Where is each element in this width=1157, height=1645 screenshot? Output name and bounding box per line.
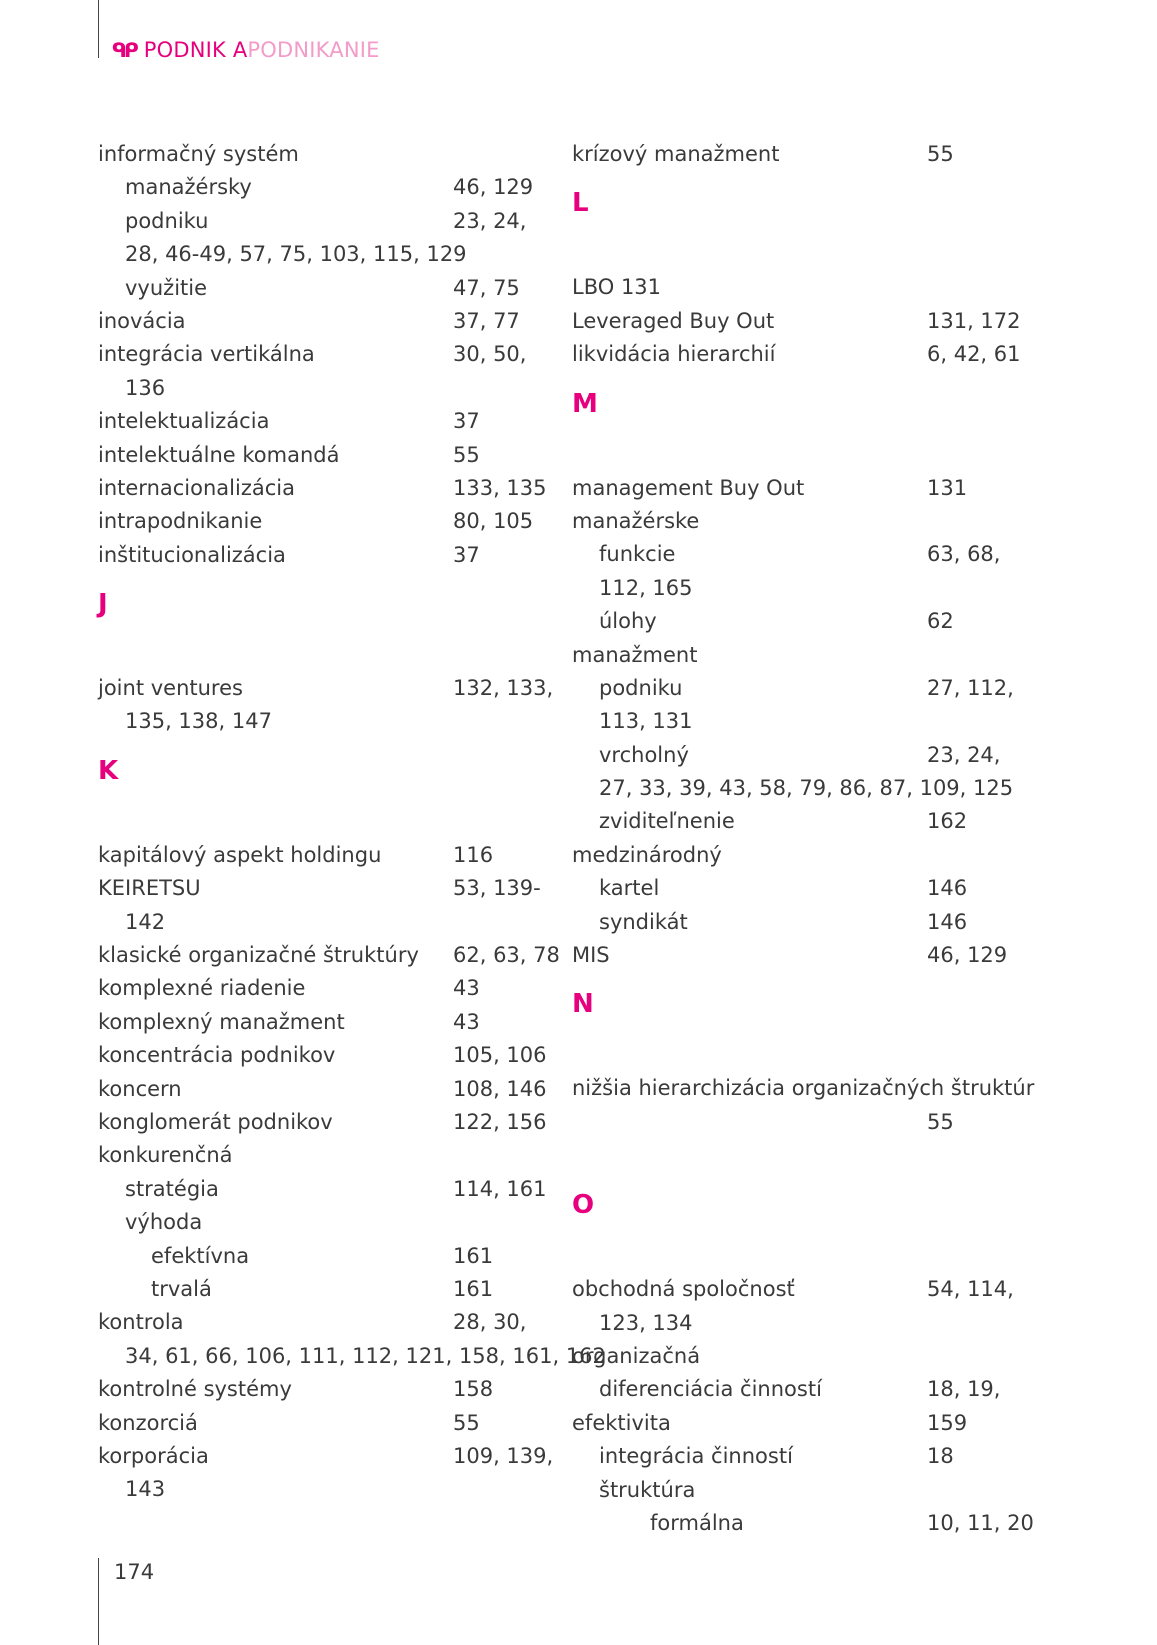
index-entry xyxy=(98,472,558,505)
index-entry xyxy=(98,1340,606,1373)
index-term: výhoda xyxy=(125,1210,203,1235)
index-term: trvalá xyxy=(151,1276,212,1301)
index-entry xyxy=(98,839,558,872)
page-number: 174 xyxy=(114,1560,155,1584)
index-entry xyxy=(98,238,558,271)
index-entry xyxy=(98,906,558,939)
running-header xyxy=(112,34,380,66)
index-entry xyxy=(572,939,1032,972)
index-page-refs: 132, 133, xyxy=(453,676,554,701)
index-term: korporácia xyxy=(98,1443,209,1468)
index-page-refs: 159 xyxy=(927,1410,968,1435)
index-term: nižšia hierarchizácia organizačných štruktúr xyxy=(572,1076,1035,1101)
index-section-letter: L xyxy=(572,188,589,219)
index-page-refs: 131 xyxy=(927,475,968,500)
index-entry xyxy=(572,1507,1032,1540)
index-term: syndikát xyxy=(599,909,688,934)
index-page-refs: 46, 129 xyxy=(453,175,534,200)
index-term: inovácia xyxy=(98,308,186,333)
index-term: zviditeľnenie xyxy=(599,809,735,834)
index-page-refs: 37, 77 xyxy=(453,308,520,333)
index-entry xyxy=(98,1373,558,1406)
index-entry xyxy=(572,1440,1032,1473)
index-term: formálna xyxy=(650,1510,744,1535)
index-page-refs: 23, 24, xyxy=(927,742,1001,767)
index-page-refs: 108, 146 xyxy=(453,1076,547,1101)
index-term: KEIRETSU xyxy=(98,876,201,901)
index-term: 136 xyxy=(125,375,166,400)
index-entry xyxy=(572,805,1032,838)
index-page-refs: 161 xyxy=(453,1243,494,1268)
index-term: koncentrácia podnikov xyxy=(98,1043,336,1068)
index-page-refs: 62 xyxy=(927,609,954,634)
index-page-refs: 131, 172 xyxy=(927,308,1021,333)
index-term: integrácia činností xyxy=(599,1444,793,1469)
index-page-refs: 114, 161 xyxy=(453,1176,547,1201)
index-term: využitie xyxy=(125,275,208,300)
index-term: obchodná spoločnosť xyxy=(572,1277,795,1302)
index-page-refs: 18, 19, xyxy=(927,1377,1001,1402)
index-term: intelektuálne komandá xyxy=(98,442,340,467)
index-entry xyxy=(572,672,1032,705)
index-term: inštitucionalizácia xyxy=(98,542,286,567)
index-entry xyxy=(98,505,558,538)
index-entry xyxy=(98,372,558,405)
index-term: kartel xyxy=(599,876,660,901)
index-term: komplexný manažment xyxy=(98,1009,345,1034)
index-entry xyxy=(572,906,1032,939)
index-entry xyxy=(98,1206,558,1239)
index-term: stratégia xyxy=(125,1176,219,1201)
index-page-refs: 30, 50, xyxy=(453,342,527,367)
index-entry xyxy=(98,305,558,338)
index-entry xyxy=(572,872,1032,905)
index-entry xyxy=(98,705,558,738)
index-entry xyxy=(98,972,558,1005)
index-term: konkurenčná xyxy=(98,1143,233,1168)
index-page-refs: 18 xyxy=(927,1444,954,1469)
index-spacer xyxy=(572,1139,1032,1173)
index-page-refs: 37 xyxy=(453,542,480,567)
index-page-refs: 46, 129 xyxy=(927,943,1008,968)
index-term: intelektualizácia xyxy=(98,409,270,434)
index-page-refs: 55 xyxy=(453,1410,480,1435)
index-term: efektívna xyxy=(151,1243,250,1268)
index-entry xyxy=(572,271,1032,304)
index-term: intrapodnikanie xyxy=(98,509,263,534)
index-term: kontrolné systémy xyxy=(98,1377,292,1402)
index-term: úlohy xyxy=(599,609,657,634)
index-page-refs: 47, 75 xyxy=(453,275,520,300)
index-entry xyxy=(98,939,558,972)
index-term: krízový manažment xyxy=(572,142,780,166)
index-entry xyxy=(98,1173,558,1206)
index-entry xyxy=(98,171,558,204)
index-entry xyxy=(98,1073,558,1106)
index-entry xyxy=(98,1006,558,1039)
index-term: MIS xyxy=(572,943,610,968)
index-entry xyxy=(572,1273,1032,1306)
index-entry xyxy=(572,772,1032,805)
index-term: 27, 33, 39, 43, 58, 79, 86, 87, 109, 125 xyxy=(599,776,1014,801)
index-entry xyxy=(98,1473,558,1506)
index-term: likvidácia hierarchií xyxy=(572,342,776,367)
index-page-refs: 105, 106 xyxy=(453,1043,547,1068)
index-entry xyxy=(98,272,558,305)
index-entry xyxy=(572,705,1032,738)
index-section-letter: K xyxy=(98,755,119,786)
index-term: vrcholný xyxy=(599,742,689,767)
index-term: LBO 131 xyxy=(572,275,662,300)
index-term: integrácia vertikálna xyxy=(98,342,315,367)
index-term: funkcie xyxy=(599,542,676,567)
index-page-refs: 55 xyxy=(453,442,480,467)
index-entry xyxy=(98,1106,558,1139)
header-title-part1: PODNIK A xyxy=(143,38,248,62)
index-page-refs: 43 xyxy=(453,1009,480,1034)
index-page-refs: 80, 105 xyxy=(453,509,534,534)
index-entry xyxy=(98,1306,558,1339)
index-entry xyxy=(98,1407,558,1440)
index-entry xyxy=(98,205,558,238)
index-term: organizačná xyxy=(572,1343,701,1368)
index-entry xyxy=(572,1407,1032,1440)
index-page-refs: 122, 156 xyxy=(453,1109,547,1134)
index-term: kontrola xyxy=(98,1310,184,1335)
index-entry xyxy=(572,1340,1032,1373)
index-entry xyxy=(572,1106,1032,1139)
index-page-refs: 116 xyxy=(453,842,494,867)
index-page-refs: 53, 139- xyxy=(453,876,541,901)
index-term: 135, 138, 147 xyxy=(125,709,272,734)
index-term: management Buy Out xyxy=(572,475,805,500)
index-term: informačný systém xyxy=(98,142,299,166)
index-term: joint ventures xyxy=(98,676,243,701)
index-term: medzinárodný xyxy=(572,842,722,867)
index-term: podniku xyxy=(125,208,209,233)
index-term: kapitálový aspekt holdingu xyxy=(98,842,382,867)
index-entry xyxy=(572,839,1032,872)
index-entry xyxy=(98,1440,558,1473)
index-section-letter: N xyxy=(572,989,594,1020)
index-page-refs: 146 xyxy=(927,909,968,934)
index-term: 123, 134 xyxy=(599,1310,693,1335)
index-entry xyxy=(572,1307,1032,1340)
index-entry xyxy=(98,1240,558,1273)
index-page-refs: 23, 24, xyxy=(453,208,527,233)
index-page-refs: 27, 112, xyxy=(927,675,1014,700)
index-page-refs: 54, 114, xyxy=(927,1277,1014,1302)
index-term: koncern xyxy=(98,1076,182,1101)
index-term: 113, 131 xyxy=(599,709,693,734)
index-page-refs: 10, 11, 20 xyxy=(927,1510,1034,1535)
index-page-refs: 55 xyxy=(927,142,954,166)
index-entry xyxy=(572,605,1032,638)
index-page-refs: 158 xyxy=(453,1377,494,1402)
index-entry xyxy=(98,338,558,371)
index-term: klasické organizačné štruktúry xyxy=(98,943,419,968)
index-column-right xyxy=(572,138,1035,1540)
index-entry xyxy=(98,1139,558,1172)
index-entry xyxy=(98,872,558,905)
index-term: manažérske xyxy=(572,508,700,533)
index-page-refs: 161 xyxy=(453,1276,494,1301)
header-title-part2: PODNIKANIE xyxy=(247,38,380,62)
index-term: komplexné riadenie xyxy=(98,976,306,1001)
index-term: konzorciá xyxy=(98,1410,198,1435)
index-section-letter: J xyxy=(98,589,108,620)
index-entry xyxy=(98,672,558,705)
index-entry xyxy=(98,439,558,472)
index-term: 34, 61, 66, 106, 111, 112, 121, 158, 161, 162 xyxy=(125,1343,606,1368)
index-section-letter: O xyxy=(572,1190,595,1221)
index-page-refs: 37 xyxy=(453,409,480,434)
index-entry xyxy=(572,572,1032,605)
index-page-refs: 55 xyxy=(927,1109,954,1134)
index-entry xyxy=(572,639,1032,672)
index-term: podniku xyxy=(599,675,683,700)
index-entry xyxy=(98,1039,558,1072)
index-entry xyxy=(572,1474,1032,1507)
index-entry xyxy=(98,138,558,171)
index-term: internacionalizácia xyxy=(98,475,295,500)
index-page-refs: 133, 135 xyxy=(453,475,547,500)
index-term: konglomerát podnikov xyxy=(98,1109,333,1134)
publisher-logo-icon: ᑫᑭ xyxy=(112,38,136,62)
index-term: 142 xyxy=(125,909,166,934)
index-page-refs: 6, 42, 61 xyxy=(927,342,1021,367)
index-entry xyxy=(98,405,558,438)
index-page-refs: 28, 30, xyxy=(453,1310,527,1335)
index-term: 143 xyxy=(125,1477,166,1502)
index-page-refs: 109, 139, xyxy=(453,1443,554,1468)
index-section-letter: M xyxy=(572,388,598,419)
index-entry xyxy=(98,1273,558,1306)
index-page-refs: 146 xyxy=(927,876,968,901)
index-entry xyxy=(572,505,1032,538)
index-entry xyxy=(572,1373,1032,1406)
index-term: 28, 46-49, 57, 75, 103, 115, 129 xyxy=(125,242,467,267)
index-entry xyxy=(572,138,1032,171)
index-term: 112, 165 xyxy=(599,575,693,600)
index-term: Leveraged Buy Out xyxy=(572,308,775,333)
header-rule xyxy=(98,0,99,58)
index-entry xyxy=(572,1072,1035,1105)
index-entry xyxy=(98,539,558,572)
index-entry xyxy=(572,538,1032,571)
index-entry xyxy=(572,305,1032,338)
index-entry xyxy=(572,739,1032,772)
index-page-refs: 62, 63, 78 xyxy=(453,943,560,968)
index-page-refs: 43 xyxy=(453,976,480,1001)
index-term: efektivita xyxy=(572,1410,671,1435)
index-term: manažérsky xyxy=(125,175,252,200)
index-term: štruktúra xyxy=(599,1477,696,1502)
footer-rule xyxy=(98,1558,99,1645)
index-page-refs: 63, 68, xyxy=(927,542,1001,567)
index-entry xyxy=(572,338,1032,371)
index-page-refs: 162 xyxy=(927,809,968,834)
index-term: manažment xyxy=(572,642,698,667)
index-entry xyxy=(572,472,1032,505)
index-term: diferenciácia činností xyxy=(599,1377,822,1402)
